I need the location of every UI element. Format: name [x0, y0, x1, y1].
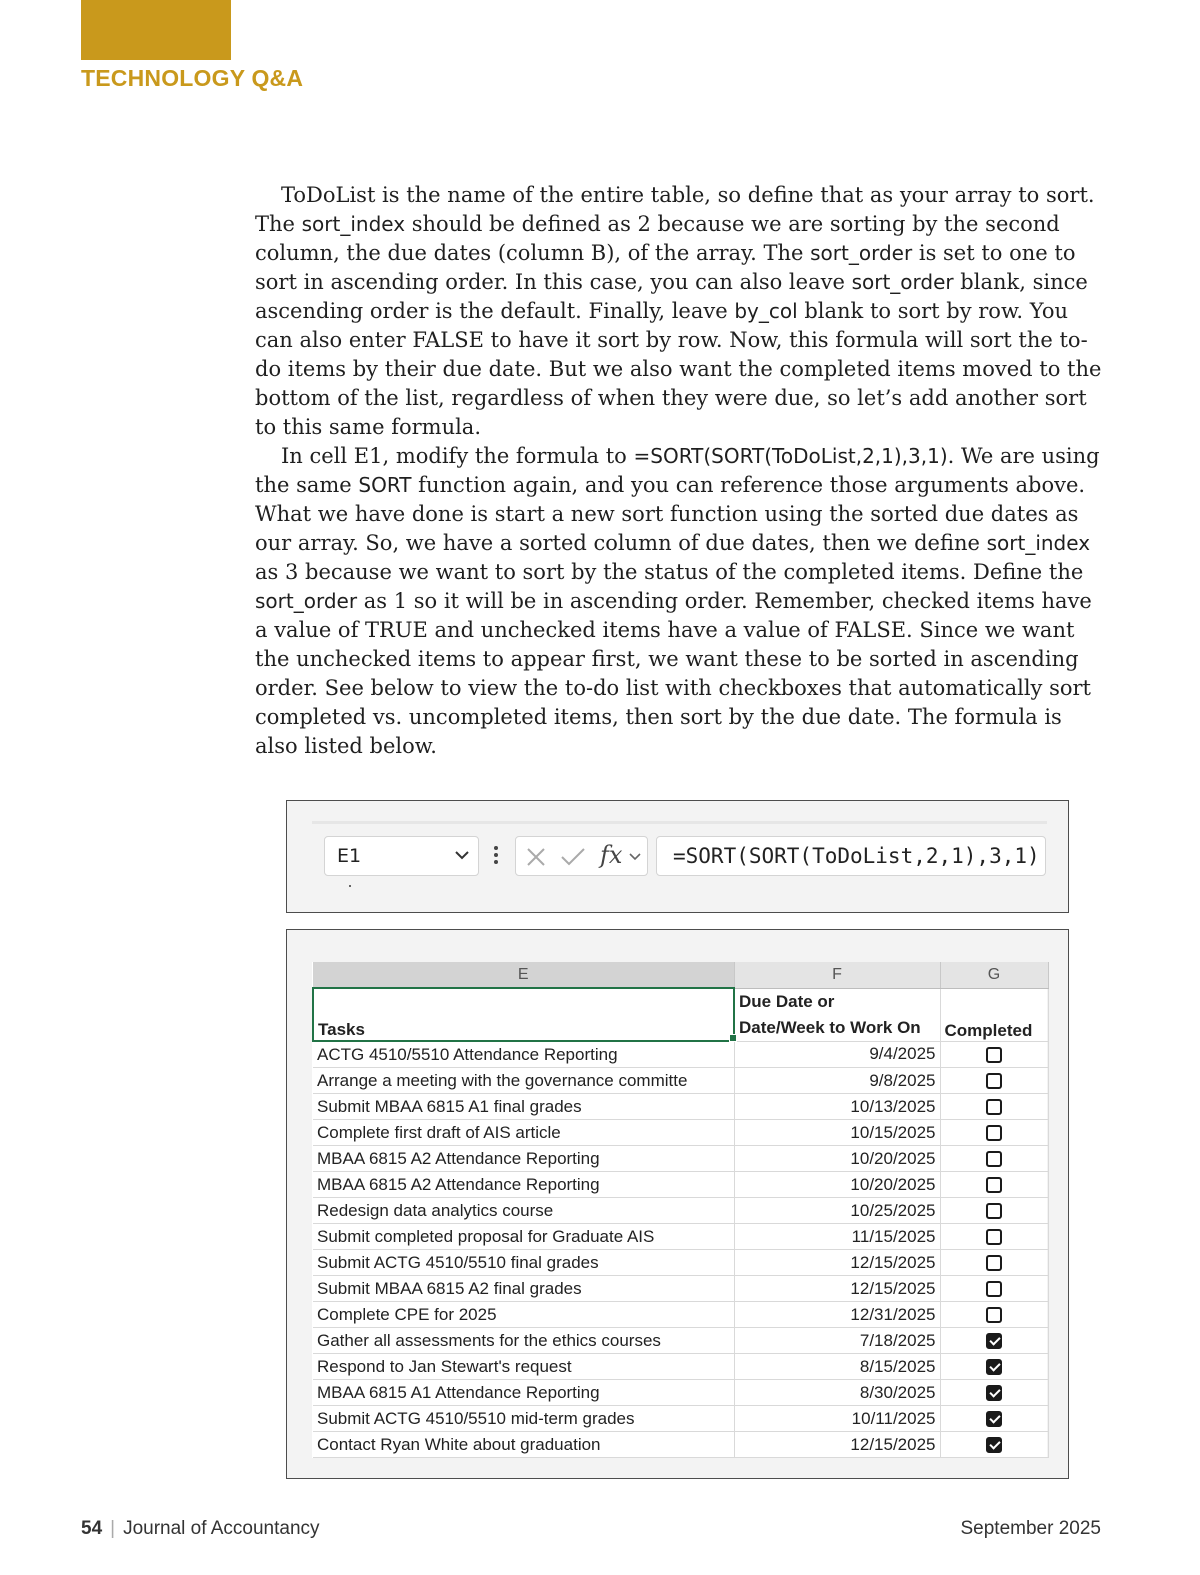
table-row	[313, 1120, 1048, 1146]
section-accent-bar	[81, 0, 231, 60]
footer-left	[81, 1518, 320, 1540]
unchecked-checkbox[interactable]	[986, 1281, 1002, 1297]
more-options-icon[interactable]	[493, 845, 499, 865]
task-cell[interactable]: Submit completed proposal for Graduate AIS	[313, 1224, 734, 1250]
text-run: blank to sort by row. You can also enter FALSE to have it sort by row. Now, this formula will sort the to-do items by their due date. But we also want the completed items moved to the bottom of the list, regardless of when they were due, so let’s add another sort to this same formula.	[255, 299, 1102, 439]
unchecked-checkbox[interactable]	[986, 1099, 1002, 1115]
task-cell[interactable]: Redesign data analytics course	[313, 1198, 734, 1224]
text-run: ToDoList is the name of the entire table, so define that as your array to sort. The	[255, 183, 1095, 236]
completed-cell	[940, 1172, 1048, 1198]
completed-cell	[940, 1198, 1048, 1224]
due-date-header-cell[interactable]	[734, 988, 940, 1041]
table-row	[313, 1302, 1048, 1328]
completed-header-cell[interactable]: Completed	[940, 988, 1048, 1041]
inline-code: sort_order	[255, 589, 358, 613]
completed-cell	[940, 1406, 1048, 1432]
chevron-down-icon[interactable]	[454, 849, 470, 861]
due-date-cell[interactable]: 10/13/2025	[734, 1094, 940, 1120]
unchecked-checkbox[interactable]	[986, 1047, 1002, 1063]
task-cell[interactable]: Submit MBAA 6815 A2 final grades	[313, 1276, 734, 1302]
inline-code: SORT	[358, 473, 412, 497]
issue-date: September 2025	[960, 1518, 1101, 1539]
task-cell[interactable]: Submit MBAA 6815 A1 final grades	[313, 1094, 734, 1120]
fill-handle[interactable]	[729, 1034, 737, 1042]
task-cell[interactable]: Contact Ryan White about graduation	[313, 1432, 734, 1458]
unchecked-checkbox[interactable]	[986, 1307, 1002, 1323]
task-cell[interactable]: MBAA 6815 A2 Attendance Reporting	[313, 1146, 734, 1172]
unchecked-checkbox[interactable]	[986, 1177, 1002, 1193]
due-date-header-line1: Due Date or	[739, 991, 835, 1011]
unchecked-checkbox[interactable]	[986, 1229, 1002, 1245]
section-label: TECHNOLOGY Q&A	[81, 65, 304, 91]
inline-code: sort_order	[810, 241, 913, 265]
completed-cell	[940, 1068, 1048, 1094]
article-paragraph	[255, 181, 1105, 442]
name-box[interactable]	[324, 836, 479, 876]
task-cell[interactable]: MBAA 6815 A1 Attendance Reporting	[313, 1380, 734, 1406]
inline-code: by_col	[734, 299, 798, 323]
inline-code: sort_index	[986, 531, 1091, 555]
due-date-cell[interactable]: 12/31/2025	[734, 1302, 940, 1328]
due-date-cell[interactable]: 10/20/2025	[734, 1172, 940, 1198]
inline-code: sort_order	[851, 270, 954, 294]
formula-input[interactable]: =SORT(SORT(ToDoList,2,1),3,1)	[656, 836, 1046, 876]
footer-separator: |	[110, 1518, 116, 1539]
text-run: In cell E1, modify the formula to	[281, 444, 634, 468]
checked-checkbox[interactable]	[986, 1385, 1002, 1401]
table-row	[313, 1328, 1048, 1354]
text-run: should be defined as 2 because we are sorting by the second column, the due dates (column B), of the array. The	[255, 212, 1060, 265]
due-date-cell[interactable]: 8/15/2025	[734, 1354, 940, 1380]
table-row	[313, 1041, 1048, 1068]
publication-name: Journal of Accountancy	[123, 1518, 320, 1539]
checked-checkbox[interactable]	[986, 1333, 1002, 1349]
due-date-cell[interactable]: 12/15/2025	[734, 1432, 940, 1458]
text-run: as 1 so it will be in ascending order. Remember, checked items have a value of TRUE and unchecked items have a value of FALSE. Since we want the unchecked items to appear first, we want these to be sorted in ascending order. See below to view the to-do list with checkboxes that automatically sort completed vs. uncompleted items, then sort by the due date. The formula is also listed below.	[255, 589, 1092, 758]
task-cell[interactable]: Submit ACTG 4510/5510 final grades	[313, 1250, 734, 1276]
task-cell[interactable]: MBAA 6815 A2 Attendance Reporting	[313, 1172, 734, 1198]
due-date-cell[interactable]: 9/4/2025	[734, 1041, 940, 1068]
inline-code: =SORT(SORT(ToDoList,2,1),3,1)	[633, 444, 948, 468]
completed-cell	[940, 1380, 1048, 1406]
inline-code: sort_index	[301, 212, 406, 236]
decorative-dot	[349, 885, 351, 887]
completed-cell	[940, 1250, 1048, 1276]
unchecked-checkbox[interactable]	[986, 1151, 1002, 1167]
due-date-cell[interactable]: 11/15/2025	[734, 1224, 940, 1250]
text-run: as 3 because we want to sort by the status of the completed items. Define the	[255, 560, 1084, 584]
chevron-down-icon[interactable]	[628, 852, 642, 862]
table-row	[313, 1172, 1048, 1198]
enter-checkmark-icon[interactable]	[560, 846, 586, 868]
completed-cell	[940, 1224, 1048, 1250]
page-number: 54	[81, 1518, 103, 1539]
text-run: is set to one to sort in ascending order. In this case, you can also leave	[255, 241, 1076, 294]
table-row	[313, 1094, 1048, 1120]
table-row	[313, 1250, 1048, 1276]
completed-cell	[940, 1328, 1048, 1354]
checked-checkbox[interactable]	[986, 1359, 1002, 1375]
unchecked-checkbox[interactable]	[986, 1203, 1002, 1219]
due-date-cell[interactable]: 10/11/2025	[734, 1406, 940, 1432]
article-paragraph	[255, 442, 1105, 761]
formula-bar-divider	[312, 821, 1047, 824]
task-cell[interactable]: Submit ACTG 4510/5510 mid-term grades	[313, 1406, 734, 1432]
table-row	[313, 1432, 1048, 1458]
name-box-value: E1	[337, 845, 362, 867]
checked-checkbox[interactable]	[986, 1437, 1002, 1453]
unchecked-checkbox[interactable]	[986, 1125, 1002, 1141]
completed-cell	[940, 1354, 1048, 1380]
column-header-f[interactable]: F	[734, 962, 940, 988]
task-cell[interactable]: Gather all assessments for the ethics courses	[313, 1328, 734, 1354]
spreadsheet-figure	[286, 929, 1069, 1479]
column-header-g[interactable]: G	[940, 962, 1048, 988]
table-row	[313, 1146, 1048, 1172]
due-date-cell[interactable]: 8/30/2025	[734, 1380, 940, 1406]
due-date-cell[interactable]: 7/18/2025	[734, 1328, 940, 1354]
due-date-cell[interactable]: 10/15/2025	[734, 1120, 940, 1146]
spreadsheet-grid	[312, 962, 1047, 1458]
unchecked-checkbox[interactable]	[986, 1255, 1002, 1271]
completed-cell	[940, 1094, 1048, 1120]
table-row	[313, 1068, 1048, 1094]
table-row	[313, 1276, 1048, 1302]
task-cell[interactable]: Complete CPE for 2025	[313, 1302, 734, 1328]
article-body	[255, 181, 1105, 761]
due-date-cell[interactable]: 12/15/2025	[734, 1276, 940, 1302]
text-run: . We are using the same	[255, 444, 1100, 497]
unchecked-checkbox[interactable]	[986, 1073, 1002, 1089]
due-date-cell[interactable]: 10/20/2025	[734, 1146, 940, 1172]
text-run: function again, and you can reference those arguments above. What we have done is start a new sort function using the sorted due dates as our array. So, we have a sorted column of due dates, then we define	[255, 473, 1086, 555]
completed-cell	[940, 1146, 1048, 1172]
tasks-header-cell[interactable]: Tasks	[313, 988, 734, 1041]
completed-cell	[940, 1302, 1048, 1328]
completed-cell	[940, 1041, 1048, 1068]
task-cell[interactable]: Respond to Jan Stewart's request	[313, 1354, 734, 1380]
text-run: blank, since ascending order is the default. Finally, leave	[255, 270, 1088, 323]
formula-bar-figure	[286, 800, 1069, 913]
checked-checkbox[interactable]	[986, 1411, 1002, 1427]
table-row	[313, 1198, 1048, 1224]
table-row	[313, 1380, 1048, 1406]
column-header-e[interactable]: E	[313, 962, 734, 988]
table-row	[313, 1406, 1048, 1432]
completed-cell	[940, 1276, 1048, 1302]
due-date-cell[interactable]: 10/25/2025	[734, 1198, 940, 1224]
due-date-cell[interactable]: 9/8/2025	[734, 1068, 940, 1094]
formula-buttons	[515, 836, 648, 876]
insert-function-icon[interactable]: fx	[600, 841, 623, 869]
task-cell[interactable]: Arrange a meeting with the governance committe	[313, 1068, 734, 1094]
due-date-header-line2: Date/Week to Work On	[739, 1017, 921, 1037]
task-cell[interactable]: Complete first draft of AIS article	[313, 1120, 734, 1146]
due-date-cell[interactable]: 12/15/2025	[734, 1250, 940, 1276]
task-cell[interactable]: ACTG 4510/5510 Attendance Reporting	[313, 1041, 734, 1068]
completed-cell	[940, 1120, 1048, 1146]
table-header-row	[313, 988, 1048, 1041]
table-row	[313, 1224, 1048, 1250]
column-header-row	[313, 962, 1048, 988]
completed-cell	[940, 1432, 1048, 1458]
table-row	[313, 1354, 1048, 1380]
cancel-icon[interactable]	[525, 846, 547, 868]
